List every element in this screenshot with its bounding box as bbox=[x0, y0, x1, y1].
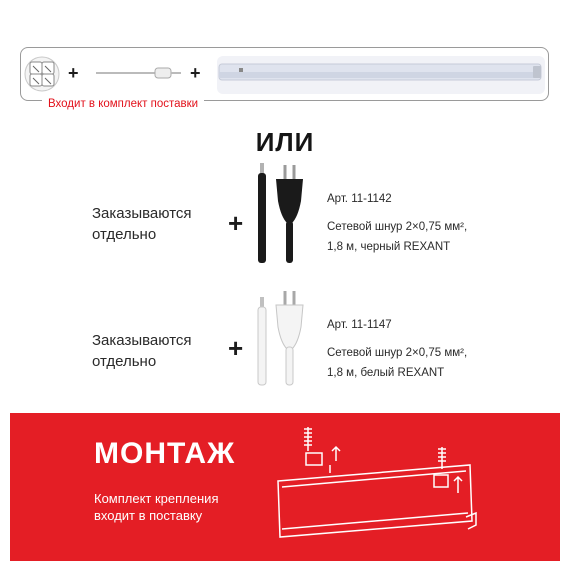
or-title: ИЛИ bbox=[255, 127, 315, 157]
led-lamp-icon bbox=[217, 56, 545, 94]
black-power-cord-icon bbox=[250, 163, 310, 263]
plus-icon: + bbox=[228, 333, 244, 363]
art-number: Арт. 11-1142 bbox=[327, 193, 392, 205]
kit-box bbox=[20, 47, 549, 101]
connector-icon bbox=[25, 57, 59, 91]
plus-icon: + bbox=[190, 63, 201, 83]
order-separately-text: Заказываются отдельно bbox=[92, 205, 192, 243]
order-separately-text: Заказываются отдельно bbox=[92, 332, 192, 370]
montage-note: Комплект крепления входит в поставку bbox=[94, 491, 219, 523]
kit-items bbox=[21, 48, 550, 102]
spec-description: Сетевой шнур 2×0,75 мм², bbox=[327, 347, 468, 359]
plus-icon: + bbox=[228, 208, 244, 238]
cable-icon bbox=[96, 68, 181, 78]
montage-title: МОНТАЖ bbox=[94, 437, 236, 470]
spec-block bbox=[327, 318, 467, 380]
kit-caption: Входит в комплект поставки bbox=[42, 97, 204, 111]
montage-panel bbox=[10, 413, 560, 561]
spec-block bbox=[327, 192, 467, 254]
plus-icon: + bbox=[68, 63, 79, 83]
spec-description: 1,8 м, черный REXANT bbox=[327, 241, 451, 253]
spec-description: Сетевой шнур 2×0,75 мм², bbox=[327, 221, 468, 233]
art-number: Арт. 11-1147 bbox=[327, 319, 392, 331]
spec-description: 1,8 м, белый REXANT bbox=[327, 367, 445, 379]
white-power-cord-icon bbox=[250, 287, 310, 387]
mounting-illustration-icon bbox=[260, 413, 520, 561]
